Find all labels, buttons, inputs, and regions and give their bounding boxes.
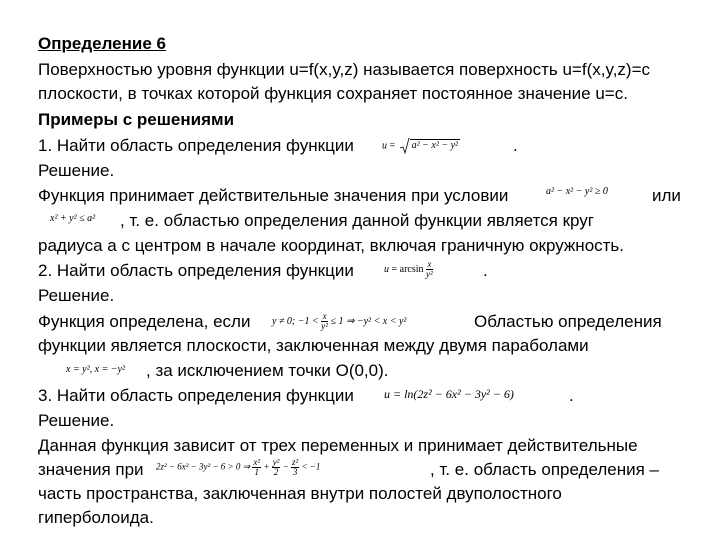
formula-4-arcsin: = arcsin (391, 263, 424, 275)
task-3: 3. Найти область определения функции (38, 386, 354, 405)
formula-8-part-a: 2z² − 6x² − 3y² − 6 > 0 ⇒ (156, 461, 251, 472)
text-line-values: значения при (38, 460, 144, 479)
formula-4-lhs: u (384, 263, 389, 275)
formula-8-frac-2 (272, 458, 281, 477)
formula-3: x² + y² ≤ a² (50, 213, 96, 224)
formula-5-part-b: ≤ 1 ⇒ −y² < x < y² (330, 315, 407, 327)
text-line-radius: радиуса a с центром в начале координат, включая граничную окружность. (38, 236, 625, 255)
formula-8-frac-1 (252, 458, 261, 477)
task-2: 2. Найти область определения функции (38, 261, 354, 280)
text-line-except: , за исключением точки O(0,0). (146, 361, 389, 380)
solution-label-2: Решение. (38, 286, 115, 305)
text-line-circle: , т. е. областью определения данной функции является круг (120, 211, 594, 230)
formula-4 (384, 260, 433, 279)
formula-4-num: x (427, 259, 432, 269)
formula-8-num-2: y² (272, 457, 280, 467)
formula-8-num-3: z² (291, 457, 299, 467)
formula-1-radicand: a² − x² − y² (411, 140, 459, 152)
formula-4-den: y² (426, 269, 433, 279)
text-line-depends: Данная функция зависит от трех переменных и принимает действительные (38, 436, 638, 455)
period-1: . (513, 136, 518, 155)
formula-8-num-1: x² (253, 457, 261, 467)
formula-8-frac-3 (291, 458, 299, 477)
formula-8-part-b: < −1 (301, 461, 321, 472)
text-line-hyperboloid: гиперболоида. (38, 508, 154, 527)
formula-1 (382, 138, 460, 154)
task-1: 1. Найти область определения функции (38, 136, 354, 155)
period-2: . (483, 261, 488, 280)
formula-7: u = ln(2z² − 6x² − 3y² − 6) (384, 387, 514, 401)
text-line-1: Поверхностью уровня функции u=f(x,y,z) называется поверхность u=f(x,y,z)=c (38, 60, 651, 79)
period-3: . (569, 386, 574, 405)
formula-5-den: y² (321, 321, 328, 331)
formula-2: a² − x² − y² ≥ 0 (546, 186, 608, 197)
text-line-2: плоскости, в точках которой функция сохраняет постоянное значение u=c. (38, 84, 628, 103)
examples-heading: Примеры с решениями (38, 110, 235, 129)
text-line-defined-if: Функция определена, если (38, 312, 251, 331)
solution-label-3: Решение. (38, 411, 115, 430)
solution-label-1: Решение. (38, 161, 115, 180)
formula-8-den-2: 2 (273, 467, 279, 477)
formula-8-den-3: 3 (292, 467, 298, 477)
formula-1-eq: = (389, 140, 396, 152)
formula-8-plus: + (263, 461, 270, 472)
text-line-parabolas: функции является плоскости, заключенная между двумя параболами (38, 336, 589, 355)
formula-8-minus: − (282, 461, 289, 472)
sqrt-icon (400, 138, 410, 154)
formula-4-fraction (426, 260, 433, 279)
text-line-space: часть пространства, заключенная внутри полостей двуполостного (38, 484, 562, 503)
formula-8-den-1: 1 (254, 467, 260, 477)
definition-title: Определение 6 (38, 34, 166, 53)
formula-6: x = y², x = −y² (66, 364, 125, 375)
formula-5-part-a: y ≠ 0; −1 < (272, 315, 319, 327)
or-word: или (652, 186, 681, 205)
text-line-domain: Областью определения (474, 312, 662, 331)
formula-5-fraction (321, 312, 328, 331)
formula-1-lhs: u (382, 140, 387, 152)
formula-8 (156, 458, 320, 477)
formula-5 (272, 312, 406, 331)
formula-5-num: x (322, 311, 327, 321)
text-line-condition: Функция принимает действительные значения при условии (38, 186, 509, 205)
text-line-domain-3: , т. е. область определения – (430, 460, 660, 479)
